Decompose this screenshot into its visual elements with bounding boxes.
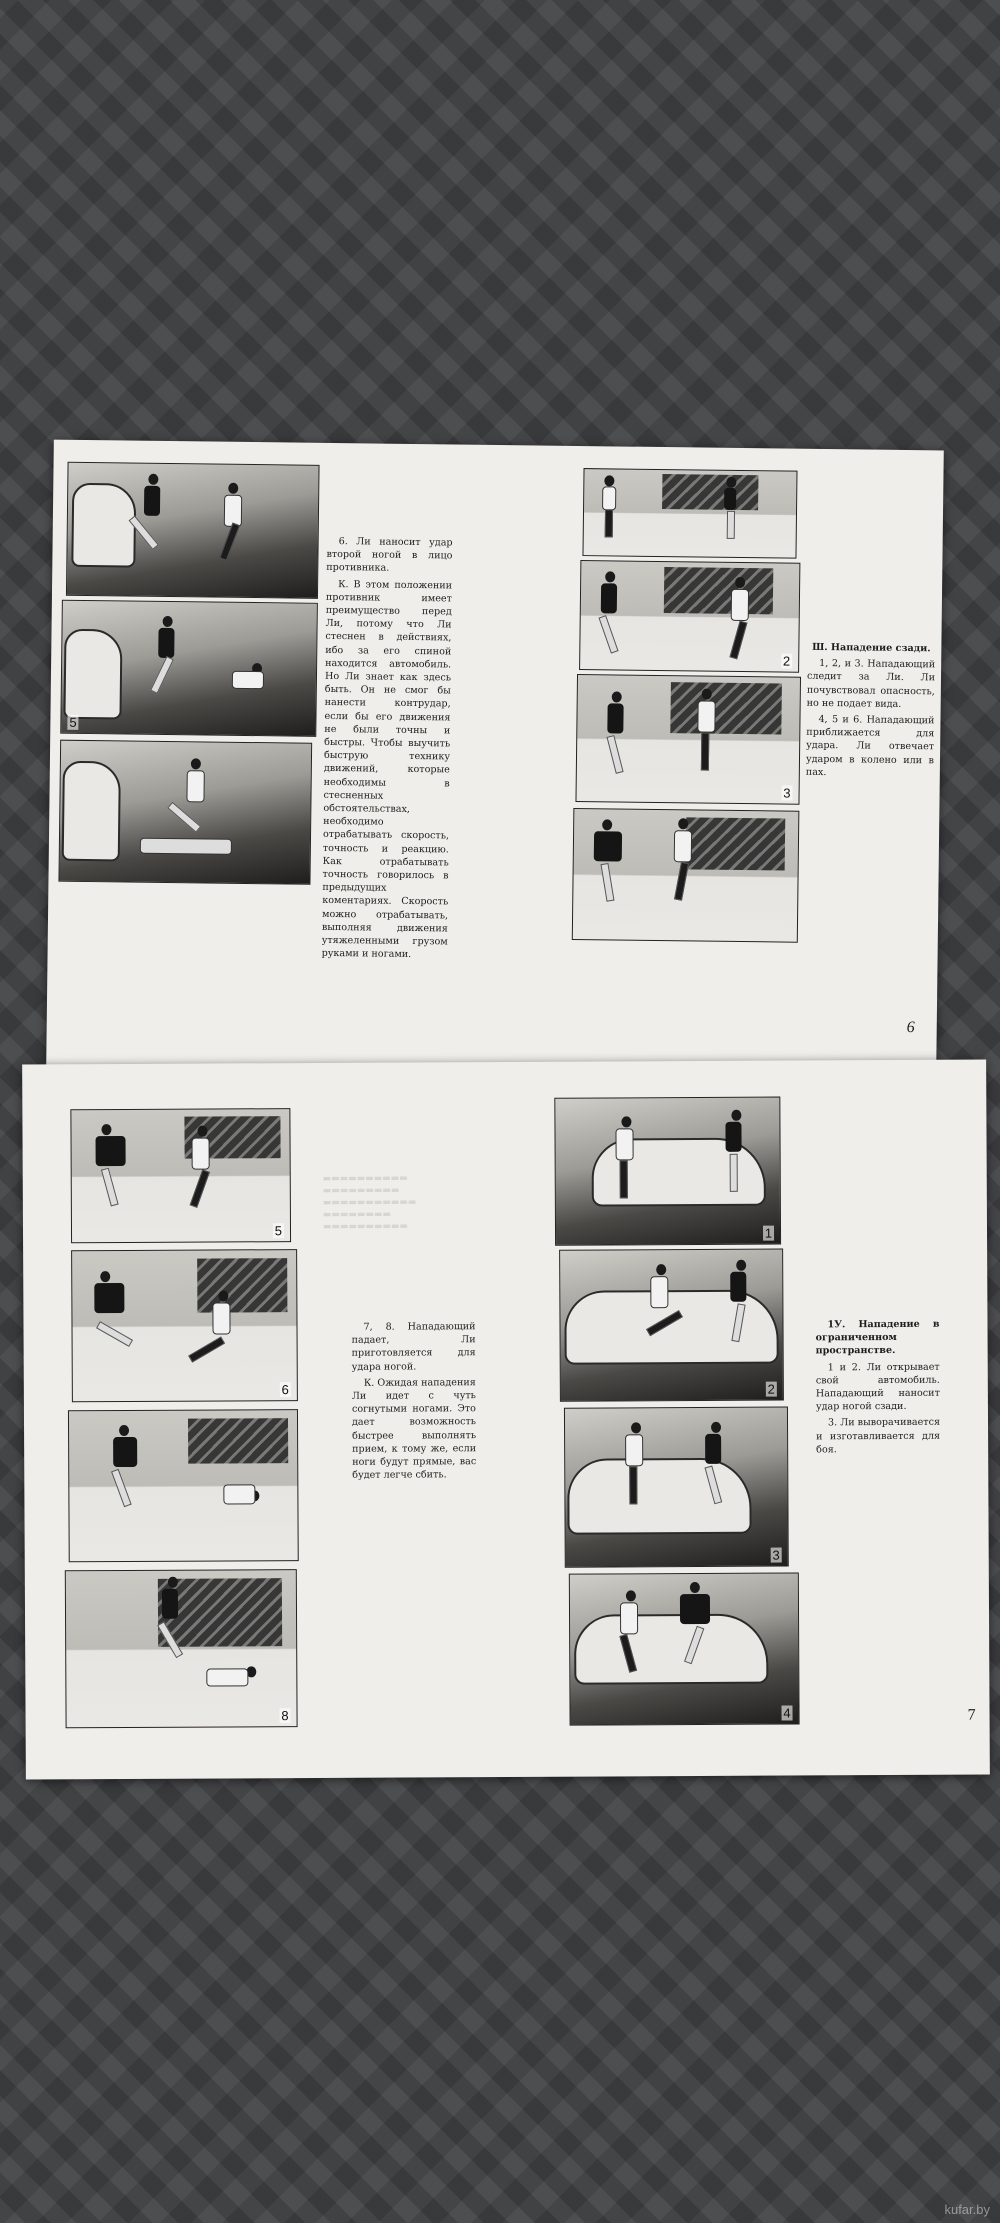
photo-number: 8 xyxy=(281,1708,289,1724)
photo-number: 2 xyxy=(767,1381,775,1397)
photo-number: 6 xyxy=(281,1382,289,1398)
photo-follow-2 xyxy=(579,560,800,673)
photo-number: 3 xyxy=(772,1547,780,1563)
photo-fight-6 xyxy=(71,1249,298,1402)
page-number-6: 6 xyxy=(906,1019,915,1037)
watermark: kufar.by xyxy=(944,2202,990,2217)
photo-number: 5 xyxy=(274,1223,283,1239)
bottom-middle-text xyxy=(351,1320,476,1485)
section-heading-3: Ш. Нападение сзади. xyxy=(812,641,931,655)
photo-fight-7 xyxy=(68,1409,299,1562)
photo-car-2 xyxy=(559,1249,784,1402)
section-heading-4: 1У. Нападение в ограниченном пространстве. xyxy=(815,1318,940,1357)
photo-kick-car-3 xyxy=(58,740,312,885)
photo-car-4 xyxy=(569,1572,800,1725)
photo-follow-3 xyxy=(575,674,801,805)
photo-kick-car-2 xyxy=(60,600,318,737)
photo-fight-5 xyxy=(70,1108,291,1243)
top-left-text xyxy=(321,535,452,965)
photo-fight-8 xyxy=(65,1569,298,1728)
top-right-text xyxy=(806,641,936,784)
caption-1-3: 1, 2, и 3. Нападающий следит за Ли. Ли почувствовал опасность, но не подает вида. xyxy=(806,658,936,710)
photo-kick-car-1 xyxy=(66,462,320,599)
photo-number: 5 xyxy=(69,714,77,730)
caption-3: 3. Ли выворачивается и изготавливается для боя. xyxy=(816,1417,941,1456)
page-number-7: 7 xyxy=(967,1706,976,1724)
caption-4-6: 4, 5 и 6. Нападающий приближается для удара. Ли отвечает ударом в колено или в пах. xyxy=(805,713,935,778)
photo-number: 1 xyxy=(764,1225,773,1241)
caption-7-8: 7, 8. Нападающий падает, Ли приготовляется для удара ногой. xyxy=(351,1321,476,1373)
photo-car-1 xyxy=(554,1097,781,1246)
caption-6: 6. Ли наносит удар второй ногой в лицо противника. xyxy=(326,536,453,575)
caption-1-2: 1 и 2. Ли открывает свой автомобиль. Нападающий наносит удар ногой сзади. xyxy=(815,1361,940,1413)
photo-car-3 xyxy=(564,1407,789,1568)
photo-follow-4 xyxy=(572,808,800,943)
bottom-page xyxy=(22,1059,990,1779)
comment-k: К. В этом положении противник имеет преимущество перед Ли, потому что Ли стеснен в действиях, ибо за его спиной находится автомобиль. Но Ли знает как здесь быть. Он не смог бы нанести контрудар, если бы его движения не были точны и быстры. Чтобы выучить быструю технику движений, которые необходимы в стесненных обстоятельствах, необходимо отрабатывать скорость, точность и реакцию. Как отрабатывать точность говорилось в предыдущих коментариях. Скорость можно отрабатывать, выполняя движения утяжеленными грузом руками и ногами. xyxy=(321,578,453,961)
bleed-through-text: ▬▬▬▬▬▬▬▬▬▬ ▬▬▬▬▬▬▬▬▬ ▬▬▬▬▬▬▬▬▬▬▬ ▬▬▬▬▬▬▬▬ ▬▬▬▬▬▬▬▬▬▬ xyxy=(322,1173,417,1232)
comment-k-2: К. Ожидая нападения Ли идет с чуть согнутыми ногами. Это дает возможность быстрее выполнять прием, к тому же, если ноги будут прямые, вас будет легче сбить. xyxy=(351,1376,477,1482)
photo-number: 4 xyxy=(783,1705,791,1721)
photo-follow-1 xyxy=(582,468,797,559)
bottom-right-text xyxy=(815,1318,940,1460)
photo-number: 2 xyxy=(782,653,791,669)
top-page xyxy=(46,440,944,1076)
photo-number: 3 xyxy=(783,785,791,801)
